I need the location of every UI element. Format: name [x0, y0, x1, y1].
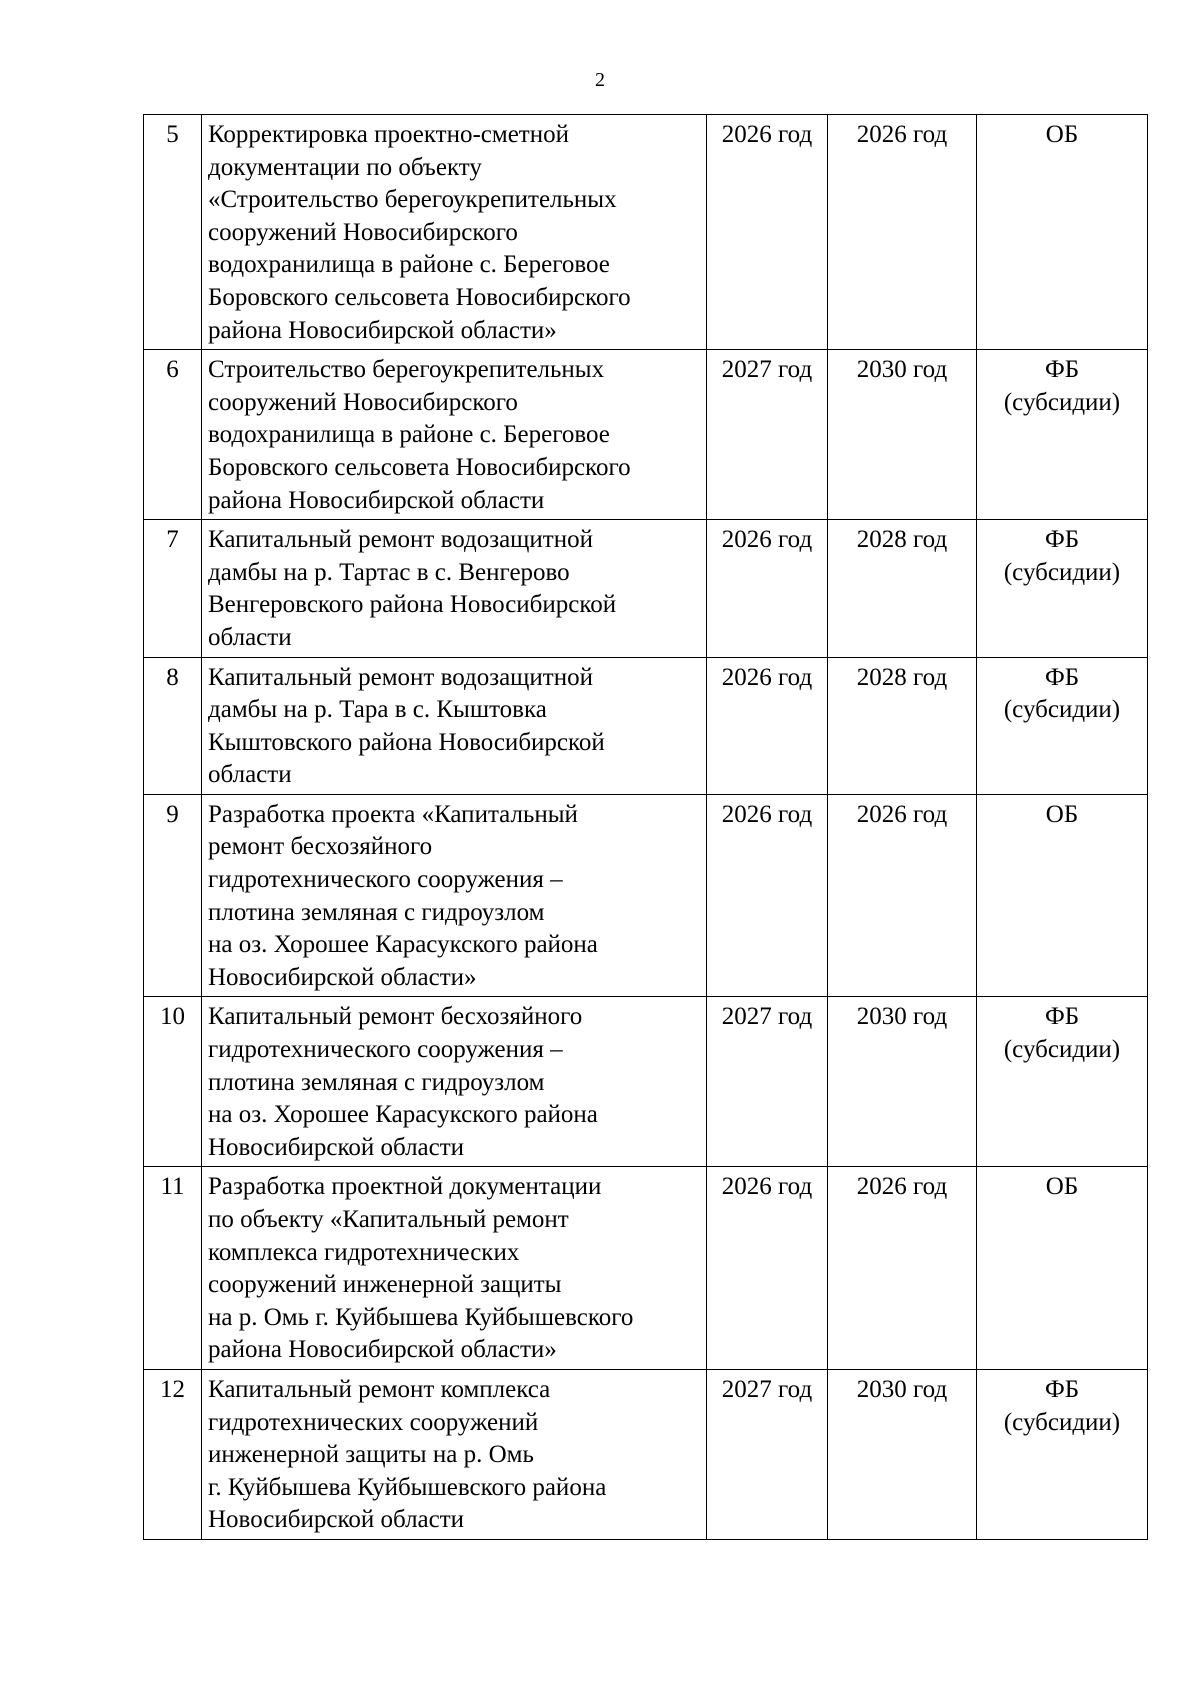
start-year: 2026 год	[707, 520, 828, 657]
measure-name: Корректировка проектно-сметной документации по объекту «Строительство берегоукрепительных сооружений Новосибирского водохранилища в районе с. Береговое Боровского сельсовета Новосибирского района Новосибирской области»	[202, 115, 707, 350]
funding-source: ФБ (субсидии)	[977, 1369, 1148, 1539]
end-year: 2026 год	[828, 794, 977, 997]
measure-name: Разработка проекта «Капитальный ремонт бесхозяйного гидротехнического сооружения – плотина земляная с гидроузлом на оз. Хорошее Карасукского района Новосибирской области»	[202, 794, 707, 997]
measure-name: Капитальный ремонт комплекса гидротехнических сооружений инженерной защиты на р. Омь г. Куйбышева Куйбышевского района Новосибирской области	[202, 1369, 707, 1539]
row-number: 12	[144, 1369, 202, 1539]
funding-source: ОБ	[977, 794, 1148, 997]
measure-name: Капитальный ремонт бесхозяйного гидротехнического сооружения – плотина земляная с гидроузлом на оз. Хорошее Карасукского района Новосибирской области	[202, 997, 707, 1167]
table-row	[144, 1167, 1148, 1370]
row-number: 11	[144, 1167, 202, 1370]
row-number: 7	[144, 520, 202, 657]
row-number: 8	[144, 657, 202, 794]
row-number: 5	[144, 115, 202, 350]
page-number: 2	[595, 69, 605, 91]
start-year: 2027 год	[707, 1369, 828, 1539]
funding-source: ФБ (субсидии)	[977, 657, 1148, 794]
start-year: 2027 год	[707, 350, 828, 520]
start-year: 2027 год	[707, 997, 828, 1167]
table-row	[144, 997, 1148, 1167]
measure-name: Разработка проектной документации по объекту «Капитальный ремонт комплекса гидротехнических сооружений инженерной защиты на р. Омь г. Куйбышева Куйбышевского района Новосибирской области»	[202, 1167, 707, 1370]
end-year: 2026 год	[828, 115, 977, 350]
row-number: 10	[144, 997, 202, 1167]
measure-name: Капитальный ремонт водозащитной дамбы на р. Тартас в с. Венгерово Венгеровского района Новосибирской области	[202, 520, 707, 657]
funding-source: ОБ	[977, 115, 1148, 350]
table-row	[144, 520, 1148, 657]
row-number: 9	[144, 794, 202, 997]
table-row	[144, 350, 1148, 520]
start-year: 2026 год	[707, 115, 828, 350]
table-row	[144, 657, 1148, 794]
end-year: 2030 год	[828, 997, 977, 1167]
measure-name: Капитальный ремонт водозащитной дамбы на р. Тара в с. Кыштовка Кыштовского района Новосибирской области	[202, 657, 707, 794]
table-row	[144, 1369, 1148, 1539]
funding-source: ОБ	[977, 1167, 1148, 1370]
measure-name: Строительство берегоукрепительных сооружений Новосибирского водохранилища в районе с. Береговое Боровского сельсовета Новосибирского района Новосибирской области	[202, 350, 707, 520]
table-row	[144, 115, 1148, 350]
end-year: 2028 год	[828, 657, 977, 794]
start-year: 2026 год	[707, 794, 828, 997]
table-row	[144, 794, 1148, 997]
funding-source: ФБ (субсидии)	[977, 997, 1148, 1167]
start-year: 2026 год	[707, 1167, 828, 1370]
document-table	[143, 114, 1148, 1540]
start-year: 2026 год	[707, 657, 828, 794]
end-year: 2030 год	[828, 350, 977, 520]
end-year: 2030 год	[828, 1369, 977, 1539]
funding-source: ФБ (субсидии)	[977, 520, 1148, 657]
funding-source: ФБ (субсидии)	[977, 350, 1148, 520]
end-year: 2028 год	[828, 520, 977, 657]
end-year: 2026 год	[828, 1167, 977, 1370]
row-number: 6	[144, 350, 202, 520]
